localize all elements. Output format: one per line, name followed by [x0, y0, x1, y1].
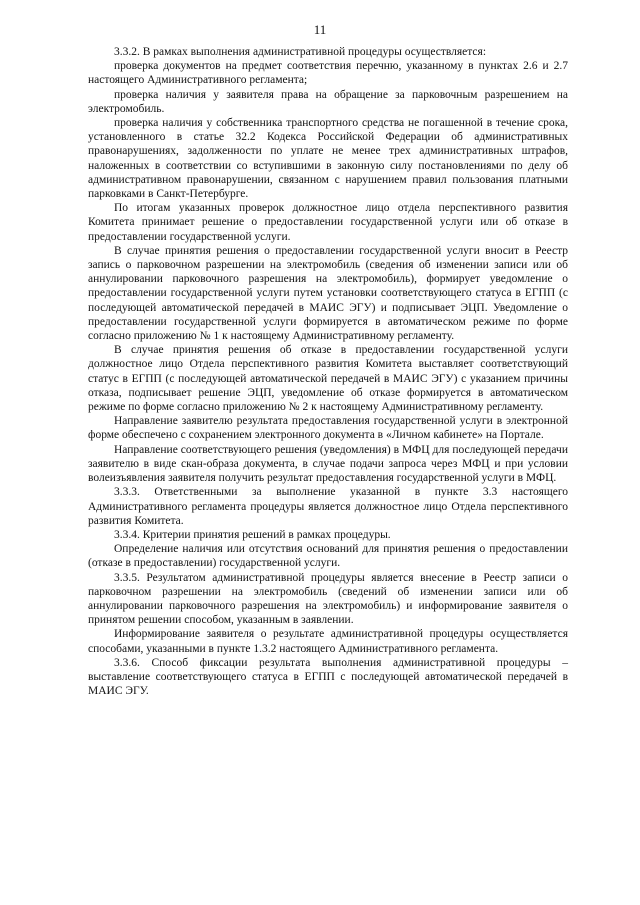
document-body: [88, 45, 568, 698]
paragraph-3-3-6: 3.3.6. Способ фиксации результата выполнения административной процедуры – выставление соответствующего статуса в ЕГПП с последующей автоматической передачей в МАИС ЭГУ.: [88, 656, 568, 698]
page-number: 11: [313, 22, 327, 37]
paragraph-mfc-delivery: Направление соответствующего решения (уведомления) в МФЦ для последующей передачи заявителю в виде скан-образа документа, в случае подачи запроса через МФЦ и при условии волеизъявления заявителя получить результат предоставления государственной услуги в МФЦ.: [88, 443, 568, 485]
paragraph-3-3-4: 3.3.4. Критерии принятия решений в рамках процедуры.: [114, 528, 391, 541]
paragraph-fines-check: проверка наличия у собственника транспортного средства не погашенной в течение срока, установленного в статье 32.2 Кодекса Российской Федерации об административных правонарушениях, задолженности по уплате не менее трех административных штрафов, наложенных в соответствии со вступившими в законную силу постановлениями по делу об административном правонарушении, связанном с нарушением правил пользования платными парковками в Санкт-Петербурге.: [88, 117, 568, 201]
paragraph-refusal-decision: В случае принятия решения об отказе в предоставлении государственной услуги должностное лицо Отдела перспективного развития Комитета выставляет соответствующий статус в ЕГПП (с последующей автоматической передачей в МАИС ЭГУ) с указанием причины отказа, подписывает решение ЭЦП, уведомление об отказе формируется в автоматическом режиме по форме согласно приложению № 2 к настоящему Административному регламенту.: [88, 344, 568, 414]
paragraph-criteria: Определение наличия или отсутствия оснований для принятия решения о предоставлении (отказе в предоставлении) государственной услуги.: [88, 543, 568, 570]
paragraph-positive-decision: В случае принятия решения о предоставлении государственной услуги вносит в Реестр запись о парковочном разрешении на электромобиль (сведения об изменении записи или об аннулировании парковочного разрешения на электромобиль), формирует уведомление о предоставлении государственной услуги путем установки соответствующего статуса в ЕГПП (с последующей автоматической передачей в МАИС ЭГУ) и подписывает ЭЦП. Уведомление о предоставлении государственной услуги формируется в автоматическом режиме по форме согласно приложению № 1 к настоящему Административному регламенту.: [88, 244, 568, 343]
paragraph-3-3-2: 3.3.2. В рамках выполнения административной процедуры осуществляется:: [114, 46, 487, 58]
paragraph-3-3-3: 3.3.3. Ответственными за выполнение указанной в пункте 3.3 настоящего Административного регламента процедуры является должностное лицо Отдела перспективного развития Комитета.: [88, 486, 568, 527]
paragraph-electronic-delivery: Направление заявителю результата предоставления государственной услуги в электронной форме обеспечено с сохранением электронного документа в «Личном кабинете» на Портале.: [88, 415, 568, 442]
paragraph-3-3-5: 3.3.5. Результатом административной процедуры является внесение в Реестр записи о парковочном разрешении на электромобиль (сведений об изменении записи или об аннулировании парковочного разрешения на электромобиль) и информирование заявителя о принятом решении способом, указанным в заявлении.: [88, 571, 568, 627]
paragraph-documents-check: проверка документов на предмет соответствия перечню, указанному в пунктах 2.6 и 2.7 настоящего Административного регламента;: [88, 60, 568, 87]
paragraph-right-check: проверка наличия у заявителя права на обращение за парковочным разрешением на электромобиль.: [88, 88, 568, 115]
paragraph-informing: Информирование заявителя о результате административной процедуры осуществляется способами, указанными в пункте 1.3.2 настоящего Административного регламента.: [88, 628, 568, 655]
paragraph-decision: По итогам указанных проверок должностное лицо отдела перспективного развития Комитета принимает решение о предоставлении государственной услуги или об отказе в предоставлении государственной услуги.: [88, 202, 568, 243]
